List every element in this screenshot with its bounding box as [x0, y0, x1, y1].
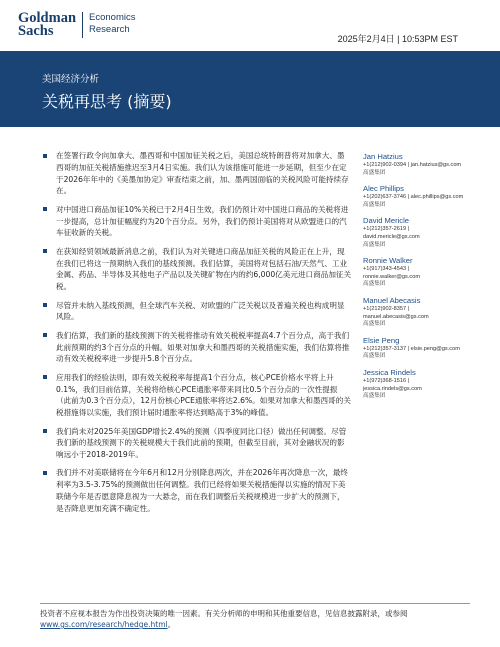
bullet-square-icon: [43, 333, 47, 337]
logo-line-2: Sachs: [18, 23, 54, 39]
author-name[interactable]: David Mericle: [363, 216, 409, 226]
goldman-sachs-logo: [18, 12, 135, 38]
bullet-square-icon: [43, 429, 47, 433]
report-category: 美国经济分析: [42, 74, 100, 85]
author-entry: [363, 152, 488, 177]
disclosure-link[interactable]: www.gs.com/research/hedge.html: [40, 620, 168, 629]
author-firm: 高盛集团: [363, 393, 386, 400]
author-contact[interactable]: +1(212)902-8357 |: [363, 305, 410, 312]
author-entry: [363, 216, 488, 249]
logo-dept-line-2: Research: [89, 24, 130, 35]
bullet-text: 在获知经贸领域最新消息之前，我们认为对关键进口商品加征关税的风险正在上升，现在我们已将这一预期纳入我们的基线预测。我们估算，美国将对包括石油/天然气、工业金属、药品、半导体及其他电子产品以及关键矿物在内的约6,000亿美元进口商品加征关税。: [56, 246, 352, 292]
logo-divider: [82, 12, 83, 38]
disclaimer-text: 投资者不应视本报告为作出投资决策的唯一因素。有关分析师的申明和其他重要信息，见信息披露附录，或参阅: [40, 609, 408, 618]
author-email[interactable]: jessica.rindels@gs.com: [363, 385, 422, 392]
bullet-item: [40, 300, 352, 324]
report-title: 关税再思考 (摘要): [42, 92, 172, 111]
author-entry: [363, 296, 488, 329]
author-contact[interactable]: +1(212)357-3137 | elsie.peng@gs.com: [363, 345, 460, 352]
author-firm: 高盛集团: [363, 169, 386, 176]
report-datetime: 2025年2月4日 | 10:53PM EST: [337, 34, 458, 44]
author-contact[interactable]: +1(212)902-0394 | jan.hatzius@gs.com: [363, 162, 462, 168]
bullet-square-icon: [43, 471, 47, 475]
logo-department: [89, 12, 135, 36]
bullet-item: [40, 246, 352, 293]
author-entry: [363, 336, 488, 361]
bullet-item: [40, 372, 352, 419]
summary-bullets: [40, 150, 352, 521]
bullet-text: 在签署行政令向加拿大、墨西哥和中国加征关税之后，美国总统特朗普将对加拿大、墨西哥的加征关税措施推迟至3月4日实施。我们认为该措施可能进一步延期，但至少在定于2026年年中的《美墨加协定》审查结束之前，加、墨两国面临的关税风险可能持续存在。: [56, 151, 349, 196]
bullet-item: [40, 330, 352, 365]
bullet-text: 我们并不对美联储将在今年6月和12月分别降息两次，并在2026年再次降息一次，最终利率为3.5-3.75%的预测做出任何调整。我们已经将如果关税措施得以实施的情况下美联储今年是否愿意降息视为一大悬念，而在我们调整后关税规模进一步扩大的预测下，是否降息更加充满不确定性。: [56, 468, 349, 513]
author-sidebar: [363, 152, 488, 408]
bullet-square-icon: [43, 375, 47, 379]
author-contact[interactable]: +1(202)637-3746 | alec.phillips@gs.com: [363, 194, 464, 201]
logo-dept-line-1: Economics: [89, 12, 136, 23]
author-contact[interactable]: +1(212)357-2619 |: [363, 226, 410, 233]
author-email[interactable]: ronnie.walker@gs.com: [363, 273, 420, 280]
author-contact[interactable]: +1(972)368-1516 |: [363, 377, 410, 384]
author-name[interactable]: Elsie Peng: [363, 335, 400, 345]
title-banner: [0, 51, 500, 127]
bullet-square-icon: [43, 207, 47, 211]
logo-line-1: Goldman: [18, 10, 77, 26]
bullet-text: 尽管并未纳入基线预测，但全球汽车关税、对欧盟的广泛关税以及普遍关税也构成明显风险。: [56, 300, 345, 322]
bullet-text: 我们估算，我们新的基线预测下的关税将推动有效关税税率提高4.7个百分点，高于我们此前预期的约3个百分点的升幅。如果对加拿大和墨西哥的关税措施实施，我们估算将推动有效关税税率进一步提升5.8个百分点。: [56, 330, 350, 364]
author-email[interactable]: david.mericle@gs.com: [363, 233, 420, 240]
bullet-square-icon: [43, 303, 47, 307]
author-firm: 高盛集团: [363, 241, 386, 248]
bullet-text: 我们尚未对2025年美国GDP增长2.4%的预测（四季度同比口径）做出任何调整。尽管我们新的基线预测下的关税规模大于我们此前的预期，但截至目前，其对金融状况的影响远小于2018-2019年。: [56, 426, 347, 460]
bullet-item: [40, 467, 352, 514]
disclaimer: [40, 608, 470, 630]
author-name[interactable]: Jessica Rindels: [363, 367, 416, 377]
author-firm: 高盛集团: [363, 281, 386, 288]
bullet-square-icon: [43, 154, 47, 158]
author-firm: 高盛集团: [363, 321, 386, 328]
bullet-item: [40, 150, 352, 197]
author-entry: [363, 184, 488, 209]
author-name[interactable]: Jan Hatzius: [363, 152, 403, 161]
bullet-text: 对中国进口商品加征10%关税已于2月4日生效，我们仍预计对中国进口商品的关税将进一步提高，总计加征幅度约为20个百分点。另外，我们仍预计美国将对从欧盟进口的汽车征收新的关税。: [56, 204, 349, 238]
author-email[interactable]: manuel.abecasis@gs.com: [363, 313, 429, 320]
author-entry: [363, 368, 488, 401]
author-firm: 高盛集团: [363, 201, 386, 208]
author-entry: [363, 256, 488, 289]
footer-divider: [40, 603, 470, 604]
author-firm: 高盛集团: [363, 353, 386, 360]
author-name[interactable]: Manuel Abecasis: [363, 295, 421, 305]
bullet-item: [40, 204, 352, 239]
disclaimer-suffix: 。: [167, 620, 176, 629]
author-name[interactable]: Ronnie Walker: [363, 256, 413, 266]
author-contact[interactable]: +1(917)343-4543 |: [363, 266, 410, 273]
bullet-text: 应用我们的经验法则，即有效关税税率每提高1个百分点，核心PCE价格水平将上升0.1%，我们目前估算，关税将给核心PCE通胀率带来同比0.5个百分点的一次性提振（此前为0.3个百分点），12月份核心PCE通胀率将达2.6%。如果对加拿大和墨西哥的关税措施得以实施，我们预计届时通胀率将达到略高于3%的峰值。: [56, 372, 351, 418]
bullet-square-icon: [43, 249, 47, 253]
bullet-item: [40, 426, 352, 461]
logo-wordmark: [18, 12, 76, 38]
author-name[interactable]: Alec Phillips: [363, 184, 404, 194]
